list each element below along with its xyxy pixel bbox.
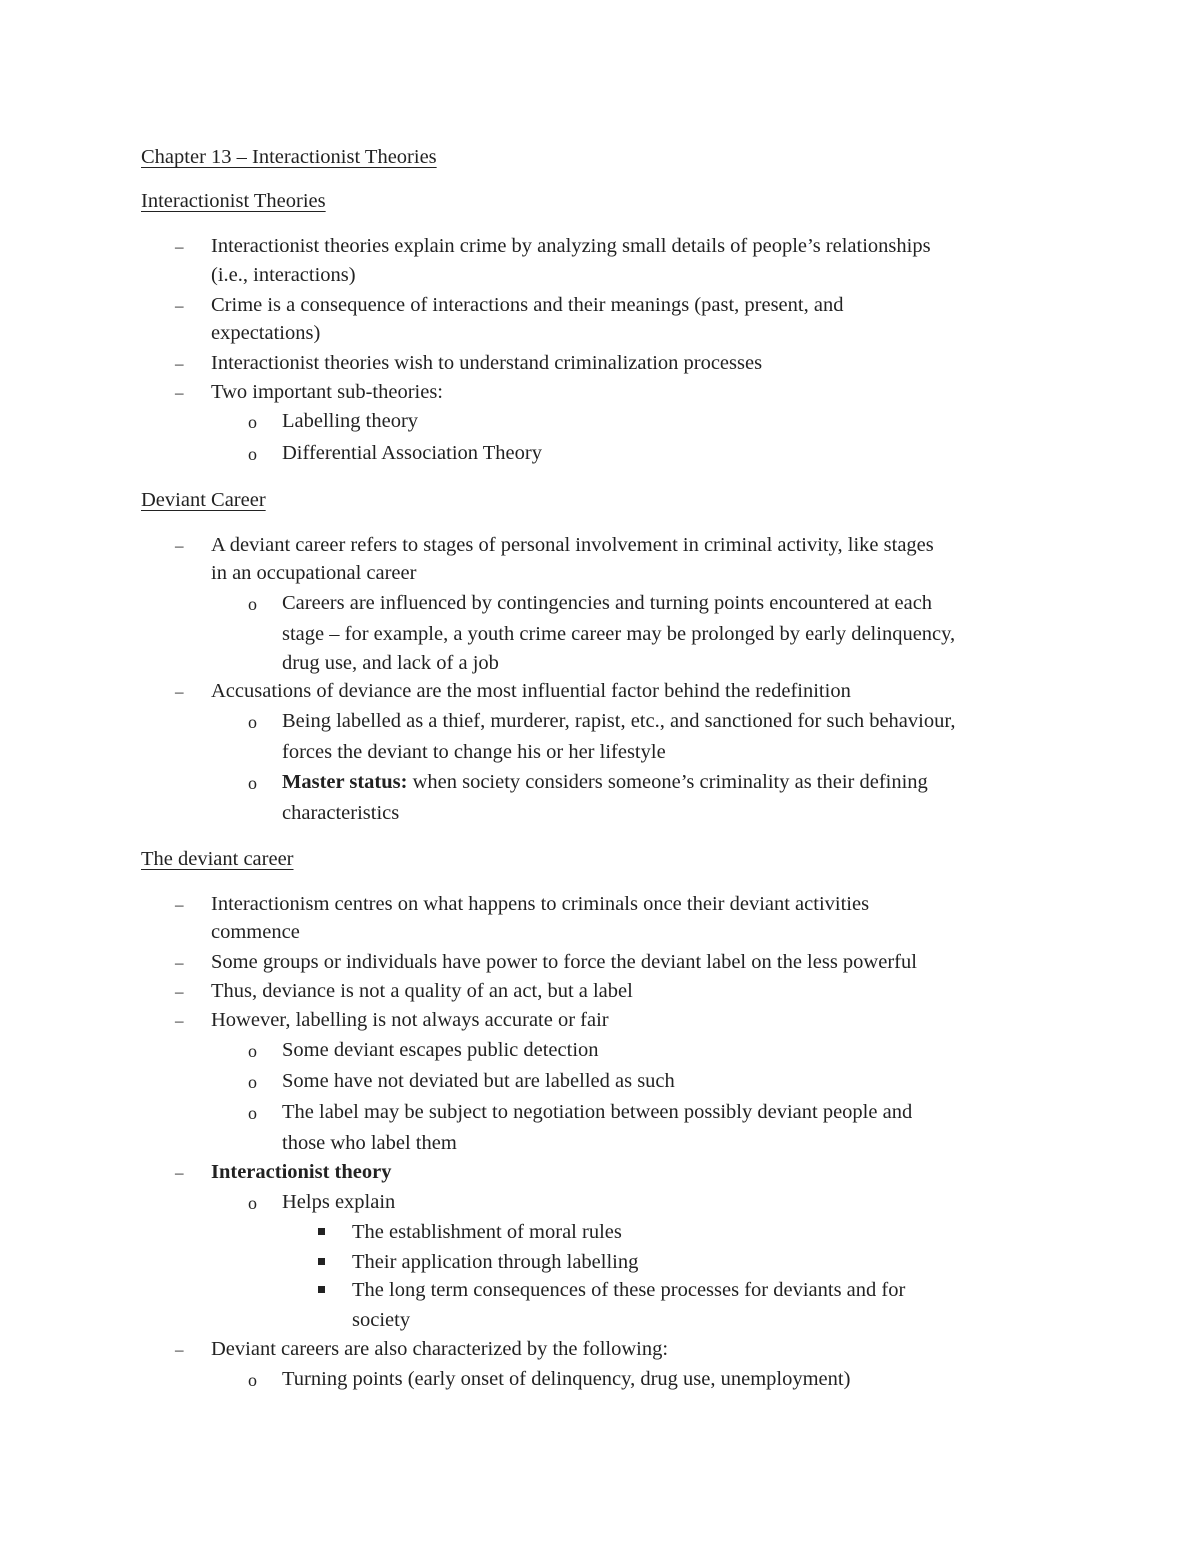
dash-bullet: – <box>175 953 184 972</box>
list-item-text: expectations) <box>211 322 321 344</box>
dash-bullet: – <box>175 536 184 555</box>
dash-bullet: – <box>175 237 184 256</box>
term-interactionist-theory: Interactionist theory <box>211 1161 392 1183</box>
term-master-status: Master status: <box>282 771 408 793</box>
section-heading-interactionist-theories: Interactionist Theories <box>141 190 326 212</box>
list-item-text: Some deviant escapes public detection <box>282 1039 599 1061</box>
list-item-text: drug use, and lack of a job <box>282 652 499 674</box>
circle-bullet: o <box>248 1103 257 1123</box>
list-item-text: The label may be subject to negotiation between possibly deviant people and <box>282 1101 913 1123</box>
list-item-text: Interactionist theories wish to understand criminalization processes <box>211 352 763 374</box>
dash-bullet: – <box>175 354 184 373</box>
list-item-text: Turning points (early onset of delinquency, drug use, unemployment) <box>282 1368 851 1390</box>
list-item-text: Some groups or individuals have power to force the deviant label on the less powerful <box>211 951 917 973</box>
circle-bullet: o <box>248 1370 257 1390</box>
list-item-text: Some have not deviated but are labelled as such <box>282 1070 675 1092</box>
circle-bullet: o <box>248 1193 257 1213</box>
circle-bullet: o <box>248 444 257 464</box>
section-heading-deviant-career: Deviant Career <box>141 489 266 511</box>
list-item-text: Thus, deviance is not a quality of an act, but a label <box>211 980 633 1002</box>
list-item-text: stage – for example, a youth crime career may be prolonged by early delinquency, <box>282 623 956 645</box>
square-bullet-icon <box>318 1286 325 1293</box>
list-item-text: However, labelling is not always accurate or fair <box>211 1009 609 1031</box>
list-item-text: those who label them <box>282 1132 457 1154</box>
list-item-text: Deviant careers are also characterized by the following: <box>211 1338 669 1360</box>
dash-bullet: – <box>175 383 184 402</box>
list-item-text: Interactionist theories explain crime by analyzing small details of people’s relationships <box>211 235 931 257</box>
list-item-text: Labelling theory <box>282 410 419 432</box>
circle-bullet: o <box>248 1072 257 1092</box>
list-item-text: A deviant career refers to stages of personal involvement in criminal activity, like stages <box>211 534 934 556</box>
section-heading-the-deviant-career: The deviant career <box>141 848 294 870</box>
list-item-text: society <box>352 1309 411 1331</box>
list-item-text: Differential Association Theory <box>282 442 542 464</box>
circle-bullet: o <box>248 773 257 793</box>
list-item-text: Helps explain <box>282 1191 396 1213</box>
list-item-text: Careers are influenced by contingencies and turning points encountered at each <box>282 592 933 614</box>
dash-bullet: – <box>175 895 184 914</box>
circle-bullet: o <box>248 412 257 432</box>
list-item-text <box>211 1162 391 1183</box>
list-item-text: characteristics <box>282 802 400 824</box>
list-item-text: Interactionism centres on what happens to criminals once their deviant activities <box>211 893 870 915</box>
list-item-text: Crime is a consequence of interactions and their meanings (past, present, and <box>211 294 844 316</box>
list-item-text: Accusations of deviance are the most influential factor behind the redefinition <box>211 680 851 702</box>
list-item-text: Their application through labelling <box>352 1251 639 1273</box>
list-item-text: forces the deviant to change his or her lifestyle <box>282 741 666 763</box>
list-item-text <box>282 772 928 793</box>
definition-text: when society considers someone’s criminality as their defining <box>407 771 928 793</box>
dash-bullet: – <box>175 682 184 701</box>
chapter-title: Chapter 13 – Interactionist Theories <box>141 146 437 168</box>
list-item-text: (i.e., interactions) <box>211 264 356 286</box>
dash-bullet: – <box>175 982 184 1001</box>
circle-bullet: o <box>248 1041 257 1061</box>
list-item-text: Two important sub-theories: <box>211 381 443 403</box>
dash-bullet: – <box>175 1163 184 1182</box>
dash-bullet: – <box>175 1011 184 1030</box>
circle-bullet: o <box>248 712 257 732</box>
dash-bullet: – <box>175 1340 184 1359</box>
circle-bullet: o <box>248 594 257 614</box>
square-bullet-icon <box>318 1258 325 1265</box>
list-item-text: The long term consequences of these processes for deviants and for <box>352 1279 906 1301</box>
list-item-text: The establishment of moral rules <box>352 1221 622 1243</box>
dash-bullet: – <box>175 296 184 315</box>
list-item-text: in an occupational career <box>211 562 417 584</box>
list-item-text: commence <box>211 921 300 943</box>
list-item-text: Being labelled as a thief, murderer, rapist, etc., and sanctioned for such behaviour, <box>282 710 956 732</box>
square-bullet-icon <box>318 1228 325 1235</box>
